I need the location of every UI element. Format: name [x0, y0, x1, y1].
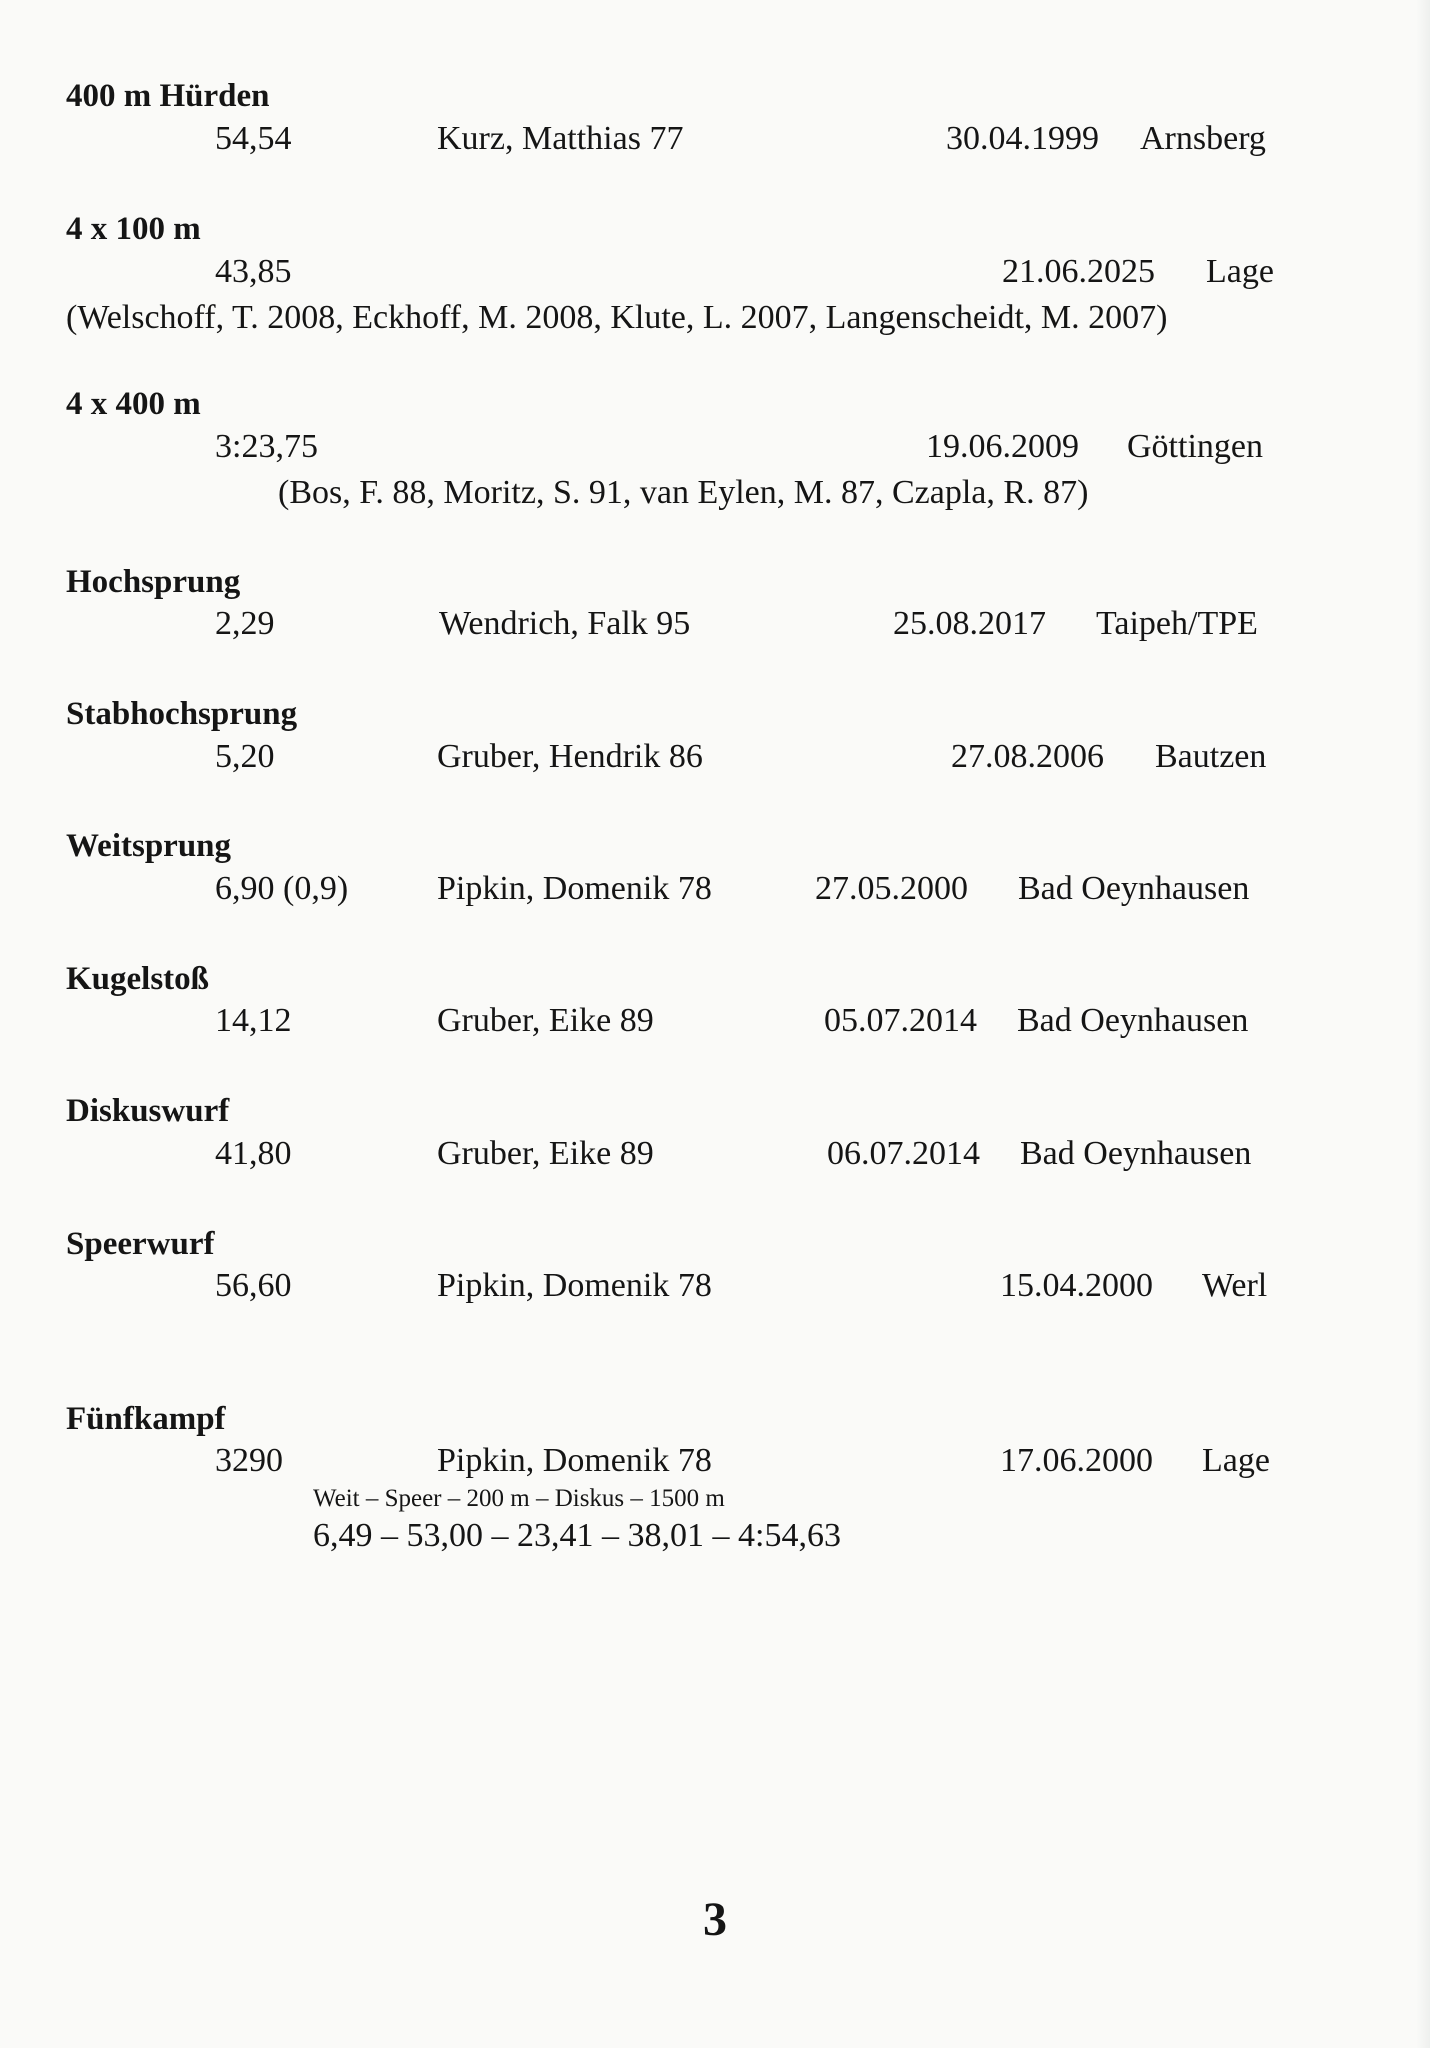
event-athlete: Pipkin, Domenik 78 — [437, 1442, 712, 1479]
event-place: Bautzen — [1155, 738, 1267, 775]
event-mark: 3:23,75 — [215, 428, 318, 465]
event-mark: 6,90 (0,9) — [215, 870, 349, 907]
pentathlon-splits: 6,49 – 53,00 – 23,41 – 38,01 – 4:54,63 — [313, 1517, 841, 1554]
event-date: 19.06.2009 — [926, 428, 1079, 465]
event-place: Werl — [1202, 1267, 1268, 1304]
event-date: 21.06.2025 — [1002, 253, 1155, 290]
event-mark: 5,20 — [215, 738, 275, 775]
event-place: Arnsberg — [1140, 120, 1266, 157]
event-place: Taipeh/TPE — [1096, 605, 1258, 642]
event-athlete: Pipkin, Domenik 78 — [437, 870, 712, 907]
event-athlete: Gruber, Eike 89 — [437, 1135, 654, 1172]
event-date: 17.06.2000 — [1000, 1442, 1153, 1479]
event-place: Bad Oeynhausen — [1020, 1135, 1252, 1172]
event-date: 06.07.2014 — [827, 1135, 980, 1172]
relay-team: (Welschoff, T. 2008, Eckhoff, M. 2008, Klute, L. 2007, Langenscheidt, M. 2007) — [66, 299, 1168, 336]
event-date: 27.08.2006 — [951, 738, 1104, 775]
event-mark: 56,60 — [215, 1267, 292, 1304]
event-mark: 2,29 — [215, 605, 275, 642]
relay-team: (Bos, F. 88, Moritz, S. 91, van Eylen, M. 87, Czapla, R. 87) — [278, 474, 1089, 511]
event-mark: 3290 — [215, 1442, 283, 1479]
event-title: Fünfkampf — [66, 1401, 226, 1437]
event-title: 4 x 400 m — [66, 386, 201, 422]
event-place: Bad Oeynhausen — [1017, 1002, 1249, 1039]
event-mark: 54,54 — [215, 120, 292, 157]
event-title: 400 m Hürden — [66, 78, 270, 114]
event-title: Speerwurf — [66, 1226, 215, 1262]
event-athlete: Gruber, Hendrik 86 — [437, 738, 703, 775]
sheet-edge — [1416, 0, 1430, 2048]
event-athlete: Gruber, Eike 89 — [437, 1002, 654, 1039]
event-mark: 41,80 — [215, 1135, 292, 1172]
event-title: Hochsprung — [66, 564, 241, 600]
event-title: 4 x 100 m — [66, 211, 201, 247]
event-date: 27.05.2000 — [815, 870, 968, 907]
event-date: 05.07.2014 — [824, 1002, 977, 1039]
event-date: 30.04.1999 — [946, 120, 1099, 157]
event-place: Bad Oeynhausen — [1018, 870, 1250, 907]
pentathlon-disciplines: Weit – Speer – 200 m – Diskus – 1500 m — [313, 1485, 725, 1512]
event-title: Kugelstoß — [66, 961, 210, 997]
event-title: Weitsprung — [66, 828, 232, 864]
page-number: 3 — [703, 1893, 727, 1946]
event-athlete: Pipkin, Domenik 78 — [437, 1267, 712, 1304]
event-place: Göttingen — [1127, 428, 1263, 465]
event-mark: 14,12 — [215, 1002, 292, 1039]
event-date: 25.08.2017 — [893, 605, 1046, 642]
event-date: 15.04.2000 — [1000, 1267, 1153, 1304]
event-athlete: Wendrich, Falk 95 — [439, 605, 691, 642]
event-title: Diskuswurf — [66, 1093, 230, 1129]
event-title: Stabhochsprung — [66, 696, 298, 732]
event-place: Lage — [1206, 253, 1274, 290]
event-mark: 43,85 — [215, 253, 292, 290]
event-athlete: Kurz, Matthias 77 — [437, 120, 684, 157]
event-place: Lage — [1202, 1442, 1270, 1479]
